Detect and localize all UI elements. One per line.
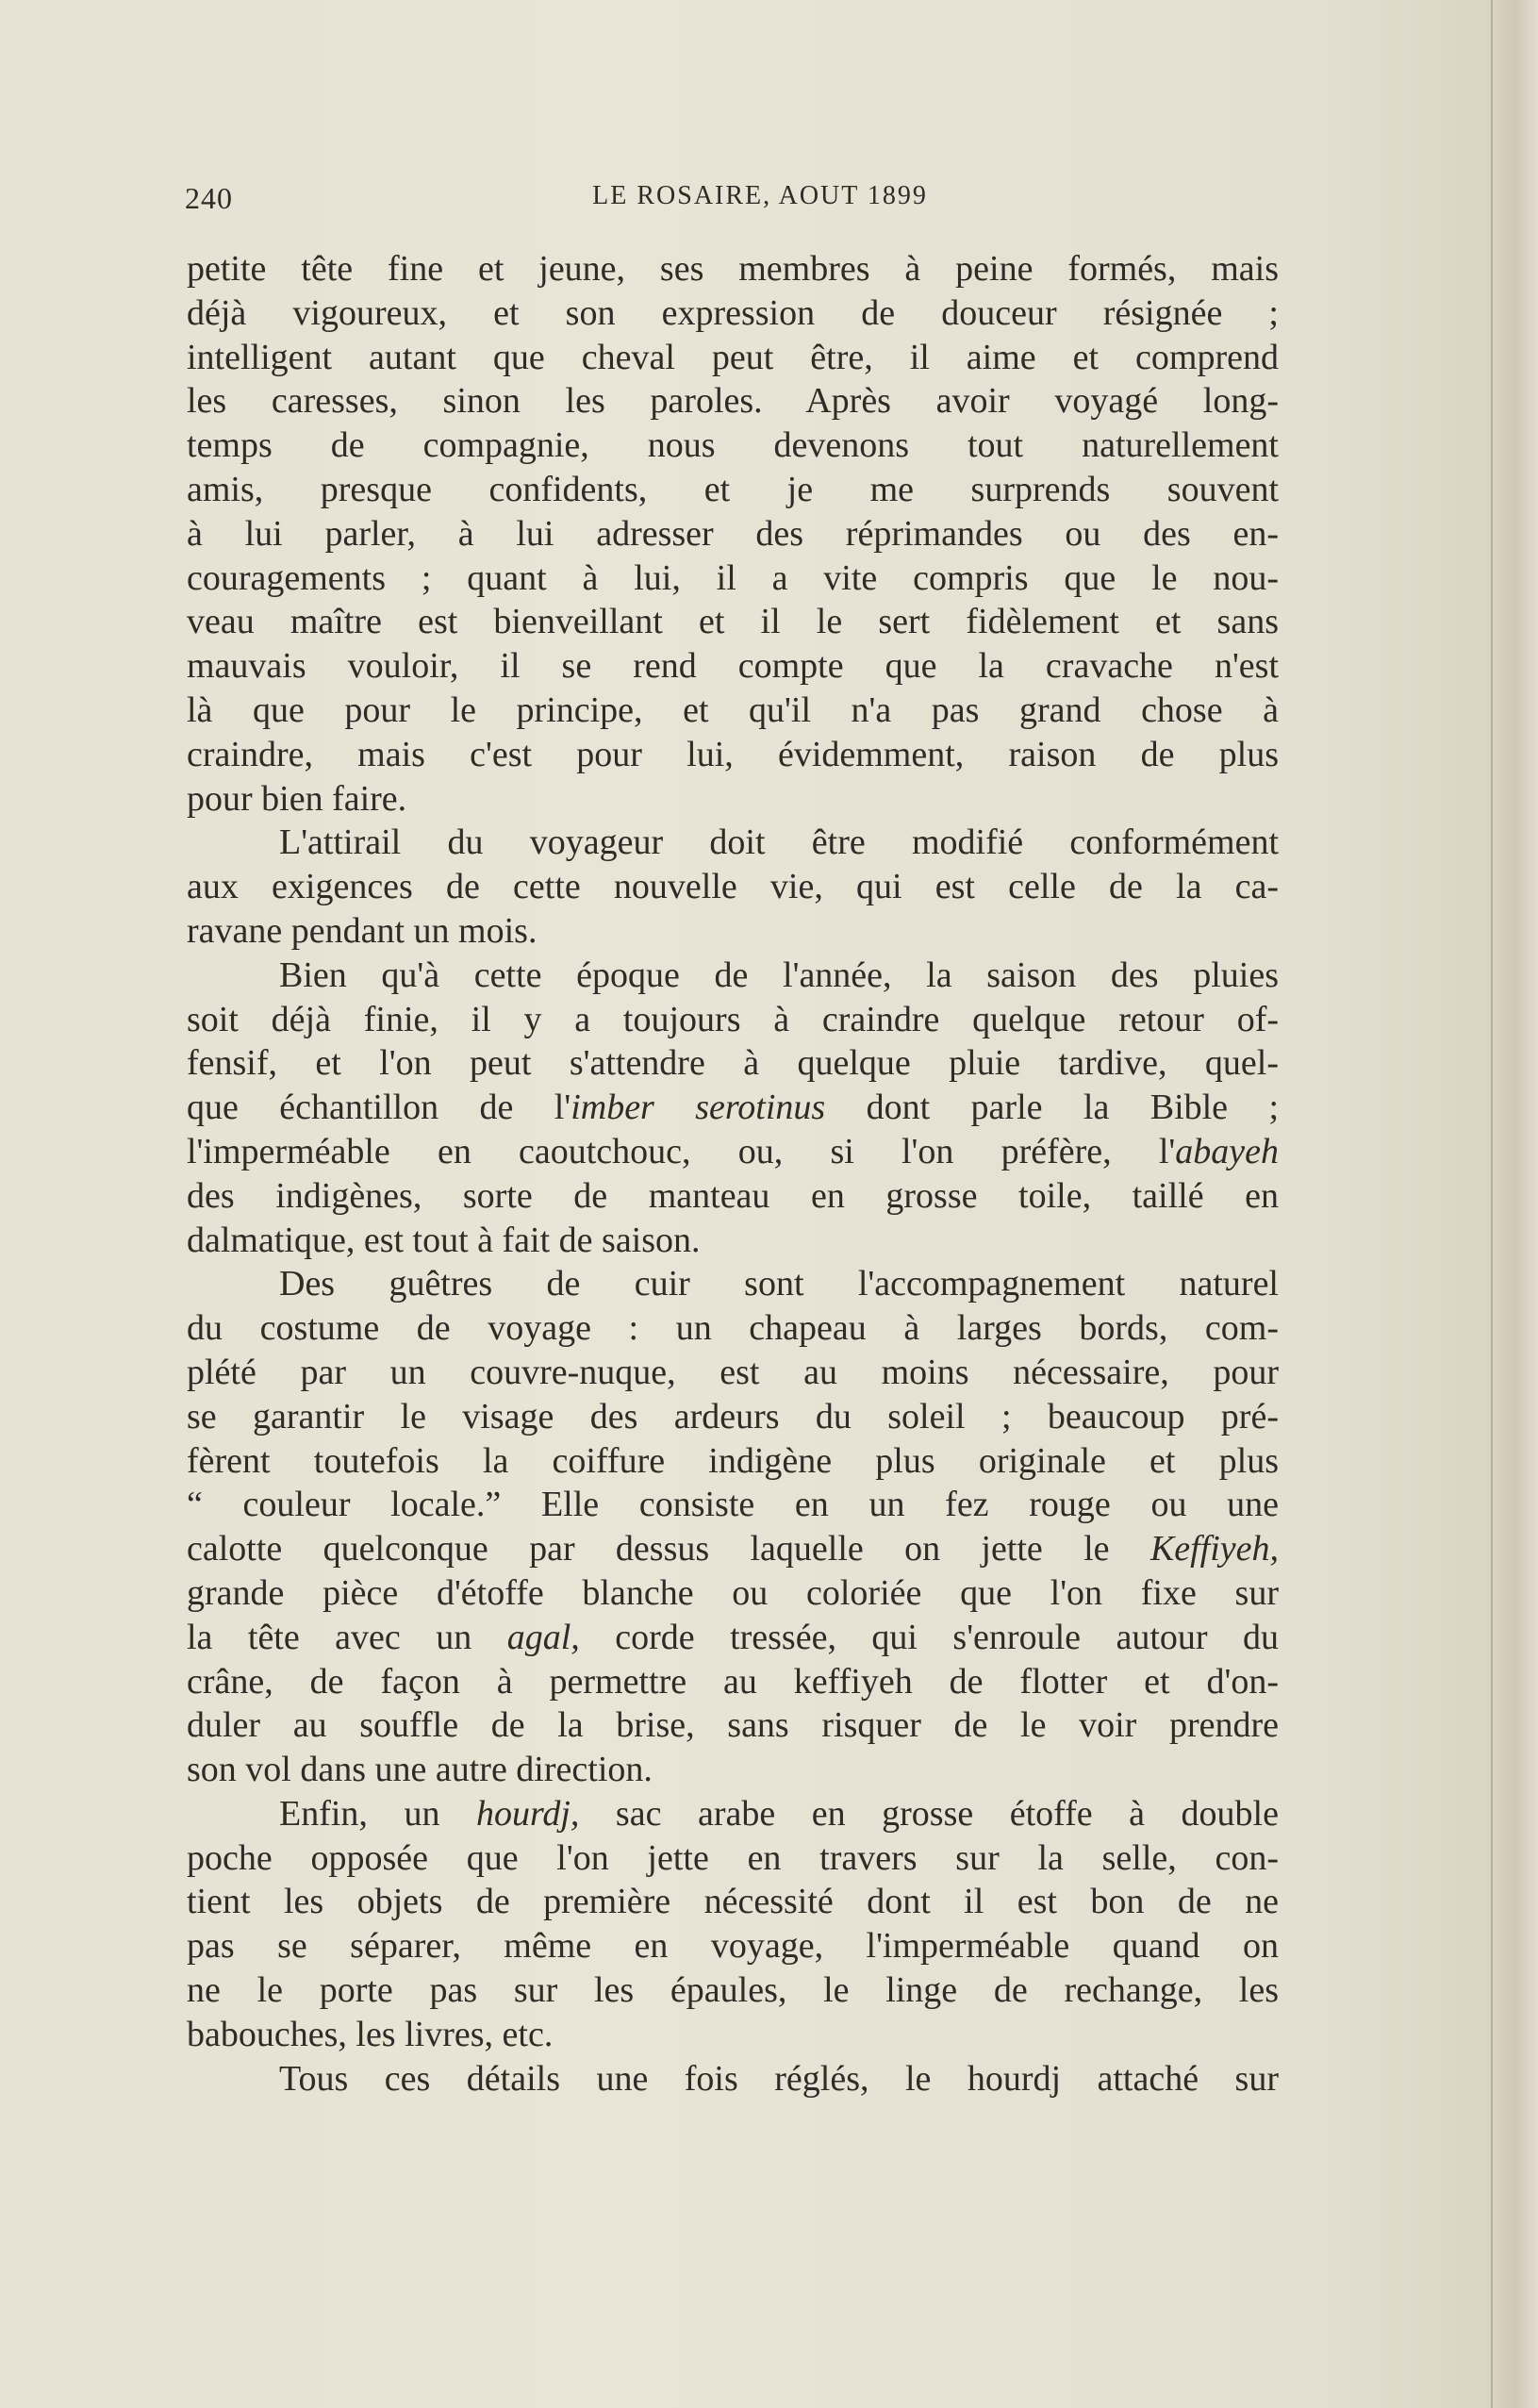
italic-term: Keffiyeh, [1149,1529,1279,1569]
paragraph [187,247,1279,821]
text-line: là que pour le principe, et qu'il n'a pas grand chose à [187,689,1279,730]
text-line: du costume de voyage : un chapeau à larges bords, com- [187,1308,1279,1349]
paragraph [187,1792,1279,2057]
text-line: Des guêtres de cuir sont l'accompagnement naturel [279,1264,1279,1304]
text-line: ne le porte pas sur les épaules, le linge de rechange, les [187,1970,1279,2011]
text-line: babouches, les livres, etc. [187,2014,554,2054]
text-line: pas se séparer, même en voyage, l'imperméable quand on [187,1926,1279,1967]
text-line [187,1792,1279,1836]
text-run: calotte quelconque par dessus laquelle on jette le [187,1529,1150,1569]
text-run: la tête avec un [187,1617,507,1657]
text-run: Enfin, un [279,1793,476,1834]
text-line: son vol dans une autre direction. [187,1750,653,1790]
text-line: fèrent toutefois la coiffure indigène plus originale et plus [187,1440,1279,1481]
text-run: l'imperméable en caoutchouc, ou, si l'on préfère, l' [187,1131,1176,1171]
text-line: amis, presque confidents, et je me surprends souvent [187,469,1279,509]
text-line: couragements ; quant à lui, il a vite compris que le nou- [187,557,1279,598]
text-line: poche opposée que l'on jette en travers sur la selle, con- [187,1837,1279,1878]
text-line: déjà vigoureux, et son expression de douceur résignée ; [187,292,1279,333]
text-line: fensif, et l'on peut s'attendre à quelque pluie tardive, quel- [187,1043,1279,1084]
paragraph [187,954,1279,1263]
text-run: sac arabe en grosse étoffe à double [579,1793,1279,1834]
text-run: que échantillon de l' [187,1088,571,1128]
text-line: pour bien faire. [187,778,407,819]
text-line: craindre, mais c'est pour lui, évidemment, raison de plus [187,734,1279,774]
italic-term: abayeh [1175,1131,1279,1171]
page-gutter-edge [1491,0,1538,2408]
text-line: Bien qu'à cette époque de l'année, la saison des pluies [279,955,1279,995]
text-line: mauvais vouloir, il se rend compte que la cravache n'est [187,646,1279,687]
text-line [187,1527,1279,1571]
text-run: corde tressée, qui s'enroule autour du [579,1617,1279,1657]
text-line: dalmatique, est tout à fait de saison. [187,1220,701,1260]
text-line: aux exigences de cette nouvelle vie, qui est celle de la ca- [187,867,1279,907]
italic-term: agal, [506,1617,580,1657]
text-line: tient les objets de première nécessité dont il est bon de ne [187,1882,1279,1922]
text-line: Tous ces détails une fois réglés, le hourdj attaché sur [279,2058,1279,2099]
text-line: “ couleur locale.” Elle consiste en un fez rouge ou une [187,1485,1279,1525]
text-line: petite tête fine et jeune, ses membres à peine formés, mais [187,249,1279,289]
text-line [187,1616,1279,1660]
text-line: des indigènes, sorte de manteau en grosse toile, taillé en [187,1175,1279,1216]
italic-term: imber serotinus [571,1088,826,1128]
body-text [187,247,1279,2101]
text-line [187,1130,1279,1174]
paragraph [187,821,1279,953]
text-line: crâne, de façon à permettre au keffiyeh de flotter et d'on- [187,1661,1279,1702]
page-number: 240 [185,181,233,215]
text-line: se garantir le visage des ardeurs du soleil ; beaucoup pré- [187,1396,1279,1436]
text-line: intelligent autant que cheval peut être, il aime et comprend [187,337,1279,377]
text-line: à lui parler, à lui adresser des réprimandes ou des en- [187,513,1279,554]
text-line: temps de compagnie, nous devenons tout naturellement [187,425,1279,466]
text-line: ravane pendant un mois. [187,910,537,951]
text-line: les caresses, sinon les paroles. Après avoir voyagé long- [187,381,1279,422]
text-line [187,1086,1279,1130]
paragraph [187,2057,1279,2101]
text-line: grande pièce d'étoffe blanche ou coloriée que l'on fixe sur [187,1572,1279,1613]
text-run: dont parle la Bible ; [825,1088,1280,1128]
text-line: soit déjà finie, il y a toujours à craindre quelque retour of- [187,999,1279,1039]
italic-term: hourdj, [475,1793,580,1834]
text-line: L'attirail du voyageur doit être modifié conformément [279,822,1279,863]
text-line: veau maître est bienveillant et il le sert fidèlement et sans [187,602,1279,642]
text-line: duler au souffle de la brise, sans risquer de le voir prendre [187,1705,1279,1746]
text-line: plété par un couvre-nuque, est au moins nécessaire, pour [187,1352,1279,1392]
page-header [185,181,1279,219]
running-head: LE ROSAIRE, AOUT 1899 [592,181,928,210]
paragraph [187,1262,1279,1792]
